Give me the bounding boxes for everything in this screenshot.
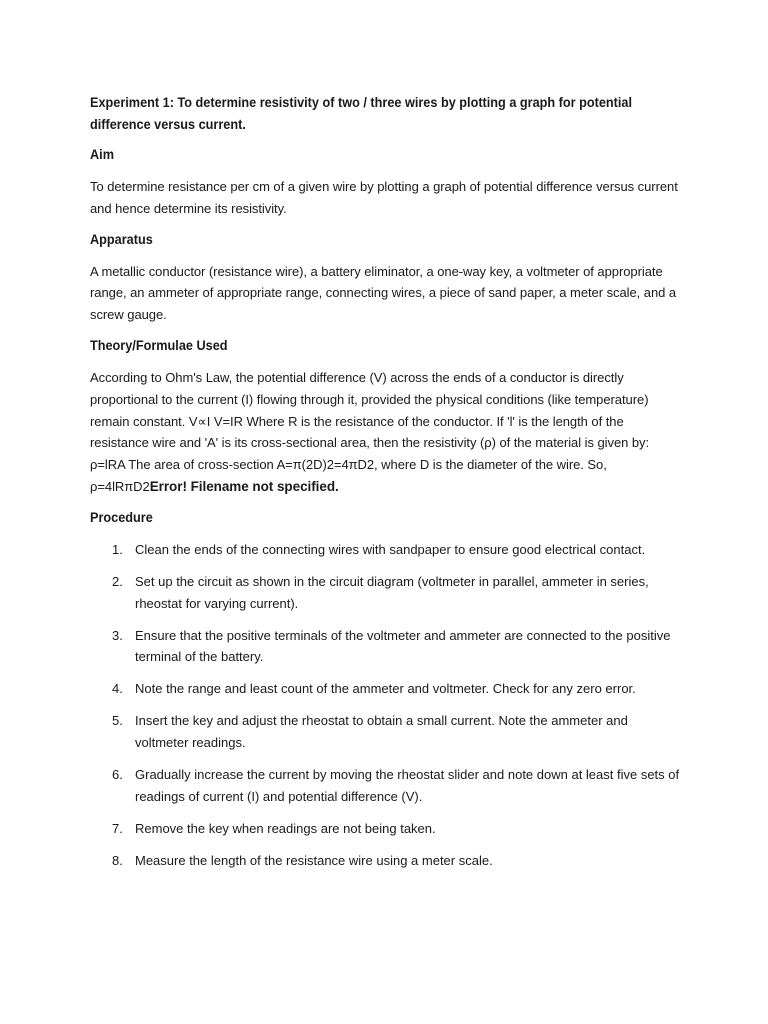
step-number: 3. [112, 627, 123, 643]
theory-text: According to Ohm's Law, the potential difference (V) across the ends of a conductor is directly proportional to the current (I) flowing through it, provided the physical conditions (like temperature) remain constant. V∝I V=IR Where R is the resistance of the conductor. If 'l' is the length of the resistance wire and 'A' is its cross-sectional area, then the resistivity (ρ) of the material is given by: ρ=lRA The area of cross-section A=π(2D)2=4πD2, where D is the diameter of the wire. So, ρ=4lRπD2 [90, 369, 650, 494]
list-item [90, 818, 680, 840]
procedure-list [90, 539, 680, 872]
theory-heading: Theory/Formulae Used [90, 337, 228, 353]
list-item [90, 850, 680, 872]
step-text: Note the range and least count of the ammeter and voltmeter. Check for any zero error. [135, 681, 636, 697]
step-number: 5. [112, 713, 123, 729]
step-text: Insert the key and adjust the rheostat to obtain a small current. Note the ammeter and voltmeter readings. [135, 713, 628, 751]
list-item [90, 539, 680, 561]
list-item [90, 678, 680, 700]
aim-text: To determine resistance per cm of a given wire by plotting a graph of potential difference versus current and hence determine its resistivity. [90, 179, 678, 216]
list-item [90, 571, 680, 615]
list-item [90, 710, 680, 754]
theory-paragraph [90, 367, 680, 498]
apparatus-heading: Apparatus [90, 231, 153, 247]
aim-heading: Aim [90, 147, 114, 162]
step-number: 6. [112, 767, 123, 783]
document-page [90, 92, 680, 882]
step-text: Set up the circuit as shown in the circuit diagram (voltmeter in parallel, ammeter in series, rheostat for varying current). [135, 573, 649, 611]
document-title: Experiment 1: To determine resistivity of two / three wires by plotting a graph for potential difference versus current. [90, 95, 632, 132]
step-text: Clean the ends of the connecting wires with sandpaper to ensure good electrical contact. [135, 541, 646, 557]
error-message: Error! Filename not specified. [149, 478, 339, 494]
step-number: 1. [112, 541, 123, 557]
step-text: Ensure that the positive terminals of the voltmeter and ammeter are connected to the positive terminal of the battery. [135, 627, 671, 665]
procedure-heading: Procedure [90, 509, 153, 525]
step-number: 2. [112, 573, 123, 589]
step-text: Measure the length of the resistance wire using a meter scale. [135, 852, 493, 868]
step-text: Gradually increase the current by moving the rheostat slider and note down at least five sets of readings of current (I) and potential difference (V). [135, 767, 680, 804]
step-number: 7. [112, 820, 123, 836]
list-item [90, 764, 680, 808]
list-item [90, 625, 680, 669]
apparatus-text: A metallic conductor (resistance wire), a battery eliminator, a one-way key, a voltmeter of appropriate range, an ammeter of appropriate range, connecting wires, a piece of sand paper, a meter scale, and a screw gauge. [90, 263, 677, 323]
step-number: 8. [112, 852, 123, 868]
step-number: 4. [112, 681, 123, 697]
step-text: Remove the key when readings are not being taken. [135, 820, 436, 836]
